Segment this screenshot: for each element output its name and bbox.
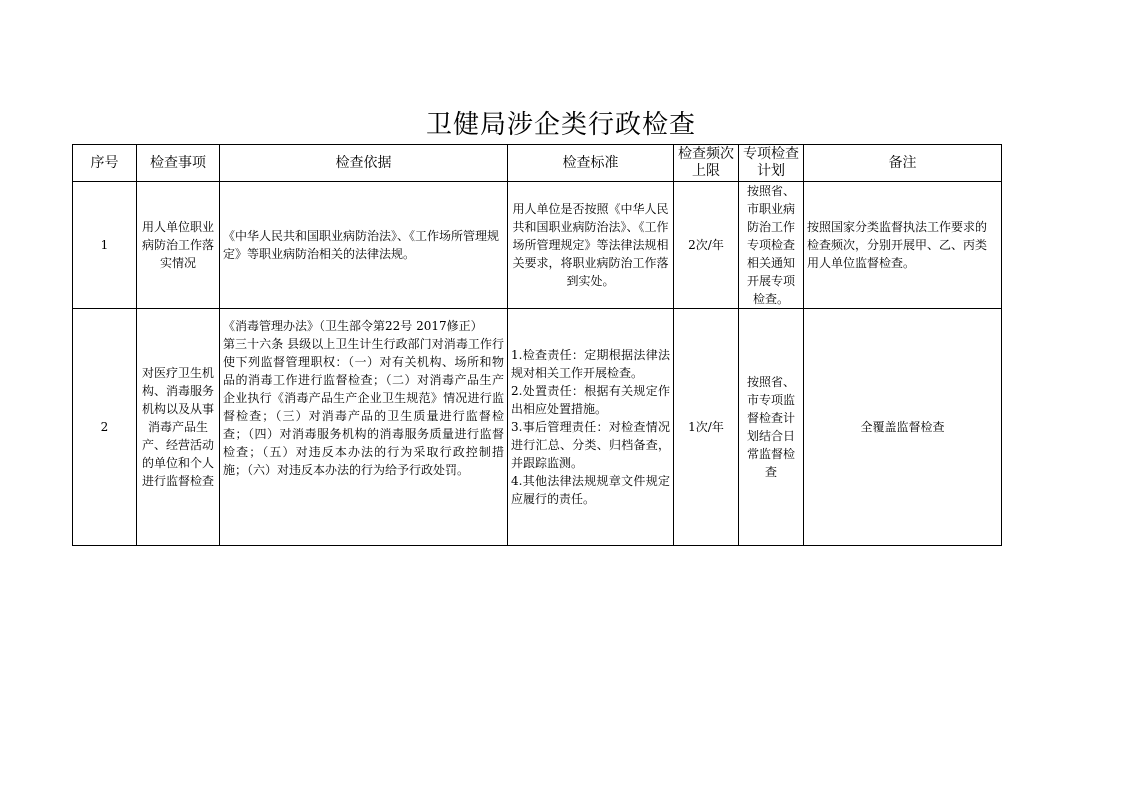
row-plan: 按照省、市专项监督检查计划结合日常监督检查 <box>739 309 804 546</box>
standard-item: 1.检查责任：定期根据法律法规对相关工作开展检查。 <box>511 348 670 380</box>
header-freq: 检查频次上限 <box>674 145 739 182</box>
row-item: 用人单位职业病防治工作落实情况 <box>137 182 220 309</box>
header-basis: 检查依据 <box>220 145 508 182</box>
standard-item: 2.处置责任：根据有关规定作出相应处置措施。 <box>511 384 670 416</box>
row-item: 对医疗卫生机构、消毒服务机构以及从事消毒产品生产、经营活动的单位和个人进行监督检查 <box>137 309 220 546</box>
row-note: 按照国家分类监督执法工作要求的检查频次，分别开展甲、乙、丙类用人单位监督检查。 <box>804 182 1002 309</box>
basis-title: 《消毒管理办法》（卫生部令第22号 2017修正） <box>223 319 483 333</box>
header-plan: 专项检查计划 <box>739 145 804 182</box>
row-note: 全覆盖监督检查 <box>804 309 1002 546</box>
row-standard-cell <box>508 309 674 546</box>
standard-item: 3.事后管理责任：对检查情况进行汇总、分类、归档备查，并跟踪监测。 <box>511 420 670 470</box>
row-seq: 2 <box>73 309 137 546</box>
header-seq: 序号 <box>73 145 137 182</box>
row-seq: 1 <box>73 182 137 309</box>
row-freq: 1次/年 <box>674 309 739 546</box>
standard-item: 4.其他法律法规规章文件规定应履行的责任。 <box>511 474 670 506</box>
row-basis: 《中华人民共和国职业病防治法》、《工作场所管理规定》等职业病防治相关的法律法规。 <box>220 182 508 309</box>
header-note: 备注 <box>804 145 1002 182</box>
table-header-row <box>73 145 1002 182</box>
header-standard: 检查标准 <box>508 145 674 182</box>
inspection-table <box>72 144 1002 546</box>
header-item: 检查事项 <box>137 145 220 182</box>
row-plan: 按照省、市职业病防治工作专项检查相关通知开展专项检查。 <box>739 182 804 309</box>
table-row <box>73 309 1002 546</box>
row-freq: 2次/年 <box>674 182 739 309</box>
basis-text: 第三十六条 县级以上卫生计生行政部门对消毒工作行使下列监督管理职权：（一）对有关机构、场所和物品的消毒工作进行监督检查；（二）对消毒产品生产企业执行《消毒产品生产企业卫生规范》情况进行监督检查；（三）对消毒产品的卫生质量进行监督检查；（四）对消毒服务机构的消毒服务质量进行监督检查；（五）对违反本办法的行为采取行政控制措施；（六）对违反本办法的行为给予行政处罚。 <box>223 337 504 477</box>
row-basis-cell <box>220 309 508 546</box>
row-standard: 用人单位是否按照《中华人民共和国职业病防治法》、《工作场所管理规定》等法律法规相关要求，将职业病防治工作落到实处。 <box>508 182 674 309</box>
page-title: 卫健局涉企类行政检查 <box>425 110 696 140</box>
table-row <box>73 182 1002 309</box>
